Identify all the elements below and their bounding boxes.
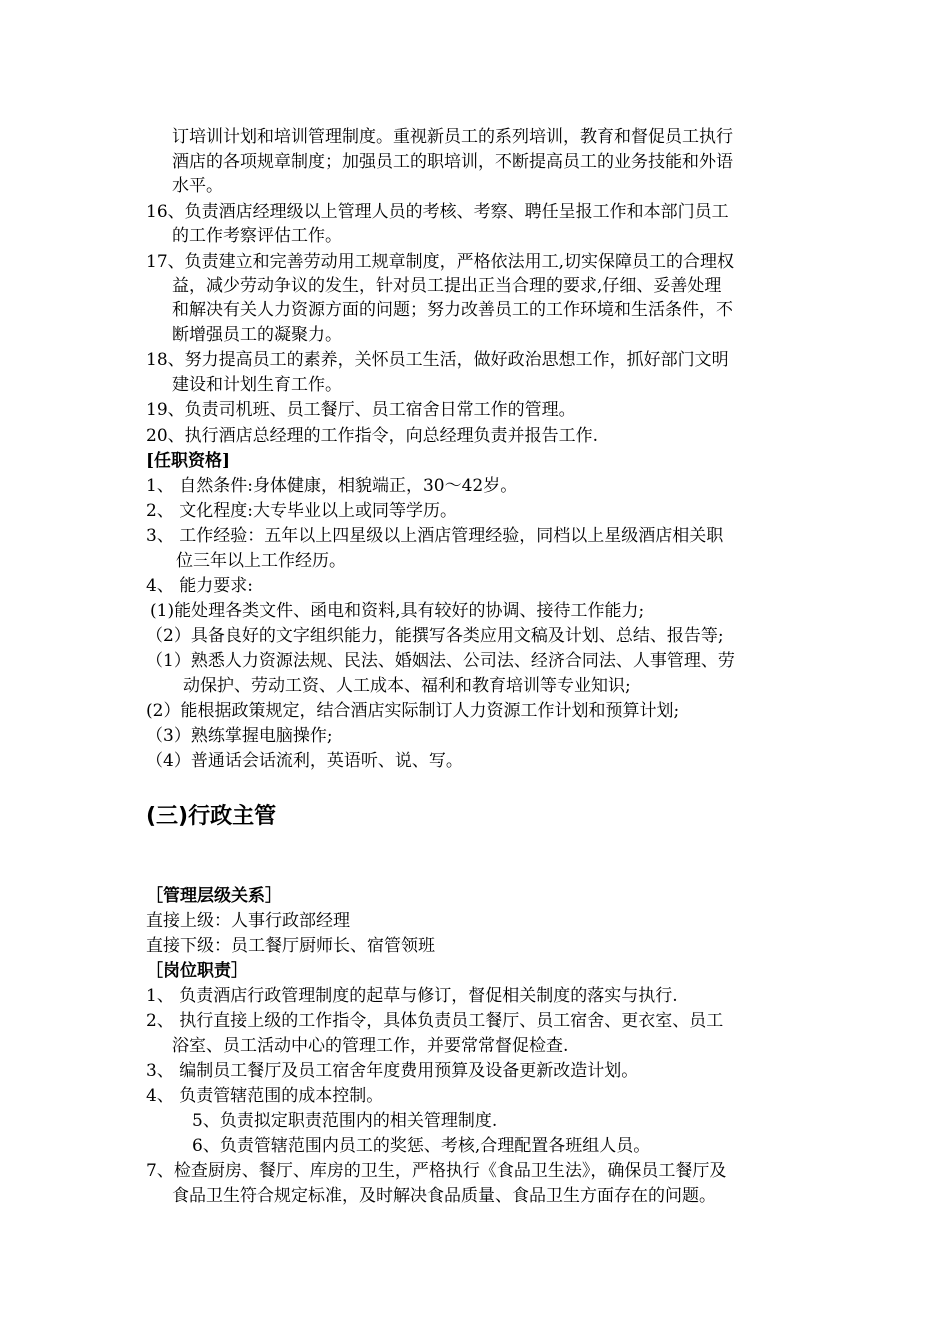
text-line: 1、 负责酒店行政管理制度的起草与修订，督促相关制度的落实与执行. bbox=[146, 986, 678, 1006]
text-line: 订培训计划和培训管理制度。重视新员工的系列培训，教育和督促员工执行 bbox=[172, 127, 733, 147]
section-title: (三)行政主管 bbox=[146, 804, 277, 829]
text-line: 1、 自然条件:身体健康，相貌端正，30～42岁。 bbox=[146, 476, 518, 496]
text-line: 和解决有关人力资源方面的问题；努力改善员工的工作环境和生活条件，不 bbox=[172, 300, 733, 320]
text-line: 6、负责管辖范围内员工的奖惩、考核,合理配置各班组人员。 bbox=[192, 1136, 651, 1156]
text-line: （1）熟悉人力资源法规、民法、婚姻法、公司法、经济合同法、人事管理、劳 bbox=[146, 651, 735, 671]
text-line: 2、 执行直接上级的工作指令，具体负责员工餐厅、员工宿舍、更衣室、员工 bbox=[146, 1011, 724, 1031]
text-line: 直接上级：人事行政部经理 bbox=[146, 911, 350, 931]
section-heading: [任职资格] bbox=[146, 451, 231, 471]
text-line: （2）具备良好的文字组织能力，能撰写各类应用文稿及计划、总结、报告等; bbox=[146, 626, 724, 646]
text-line: (2）能根据政策规定，结合酒店实际制订人力资源工作计划和预算计划; bbox=[146, 701, 680, 721]
text-line: 断增强员工的凝聚力。 bbox=[172, 325, 342, 345]
text-line: （3）熟练掌握电脑操作; bbox=[146, 726, 333, 746]
text-line: 20、执行酒店总经理的工作指令，向总经理负责并报告工作. bbox=[146, 426, 599, 446]
text-line: 5、负责拟定职责范围内的相关管理制度. bbox=[192, 1111, 498, 1131]
text-line: 食品卫生符合规定标准，及时解决食品质量、食品卫生方面存在的问题。 bbox=[172, 1186, 716, 1206]
text-line: 3、 编制员工餐厅及员工宿舍年度费用预算及设备更新改造计划。 bbox=[146, 1061, 639, 1081]
text-line: 7、检查厨房、餐厅、库房的卫生，严格执行《食品卫生法》，确保员工餐厅及 bbox=[146, 1161, 727, 1181]
text-line: 4、 能力要求: bbox=[146, 576, 253, 596]
text-line: 19、负责司机班、员工餐厅、员工宿舍日常工作的管理。 bbox=[146, 400, 576, 420]
text-line: 17、负责建立和完善劳动用工规章制度，严格依法用工,切实保障员工的合理权 bbox=[146, 252, 735, 272]
text-line: 直接下级：员工餐厅厨师长、宿管领班 bbox=[146, 936, 435, 956]
text-line: 18、努力提高员工的素养，关怀员工生活，做好政治思想工作，抓好部门文明 bbox=[146, 350, 729, 370]
text-line: (1)能处理各类文件、函电和资料,具有较好的协调、接待工作能力; bbox=[150, 601, 645, 621]
text-line: 动保护、劳动工资、人工成本、福利和教育培训等专业知识; bbox=[183, 676, 631, 696]
text-line: 益，减少劳动争议的发生，针对员工提出正当合理的要求,仔细、妥善处理 bbox=[172, 276, 722, 296]
text-line: 3、 工作经验：五年以上四星级以上酒店管理经验，同档以上星级酒店相关职 bbox=[146, 526, 724, 546]
text-line: 2、 文化程度:大专毕业以上或同等学历。 bbox=[146, 501, 457, 521]
text-line: 酒店的各项规章制度；加强员工的职培训，不断提高员工的业务技能和外语 bbox=[172, 152, 733, 172]
text-line: 水平。 bbox=[172, 176, 223, 196]
text-line: 4、 负责管辖范围的成本控制。 bbox=[146, 1086, 384, 1106]
text-line: 的工作考察评估工作。 bbox=[172, 226, 342, 246]
text-line: 16、负责酒店经理级以上管理人员的考核、考察、聘任呈报工作和本部门员工 bbox=[146, 202, 729, 222]
text-line: 浴室、员工活动中心的管理工作，并要常常督促检查. bbox=[172, 1036, 569, 1056]
text-line: 建设和计划生育工作。 bbox=[172, 375, 342, 395]
text-line: （4）普通话会话流利，英语听、说、写。 bbox=[146, 751, 463, 771]
text-line: 位三年以上工作经历。 bbox=[176, 551, 346, 571]
section-heading: ［管理层级关系］ bbox=[146, 886, 282, 906]
section-heading: ［岗位职责］ bbox=[146, 961, 248, 981]
